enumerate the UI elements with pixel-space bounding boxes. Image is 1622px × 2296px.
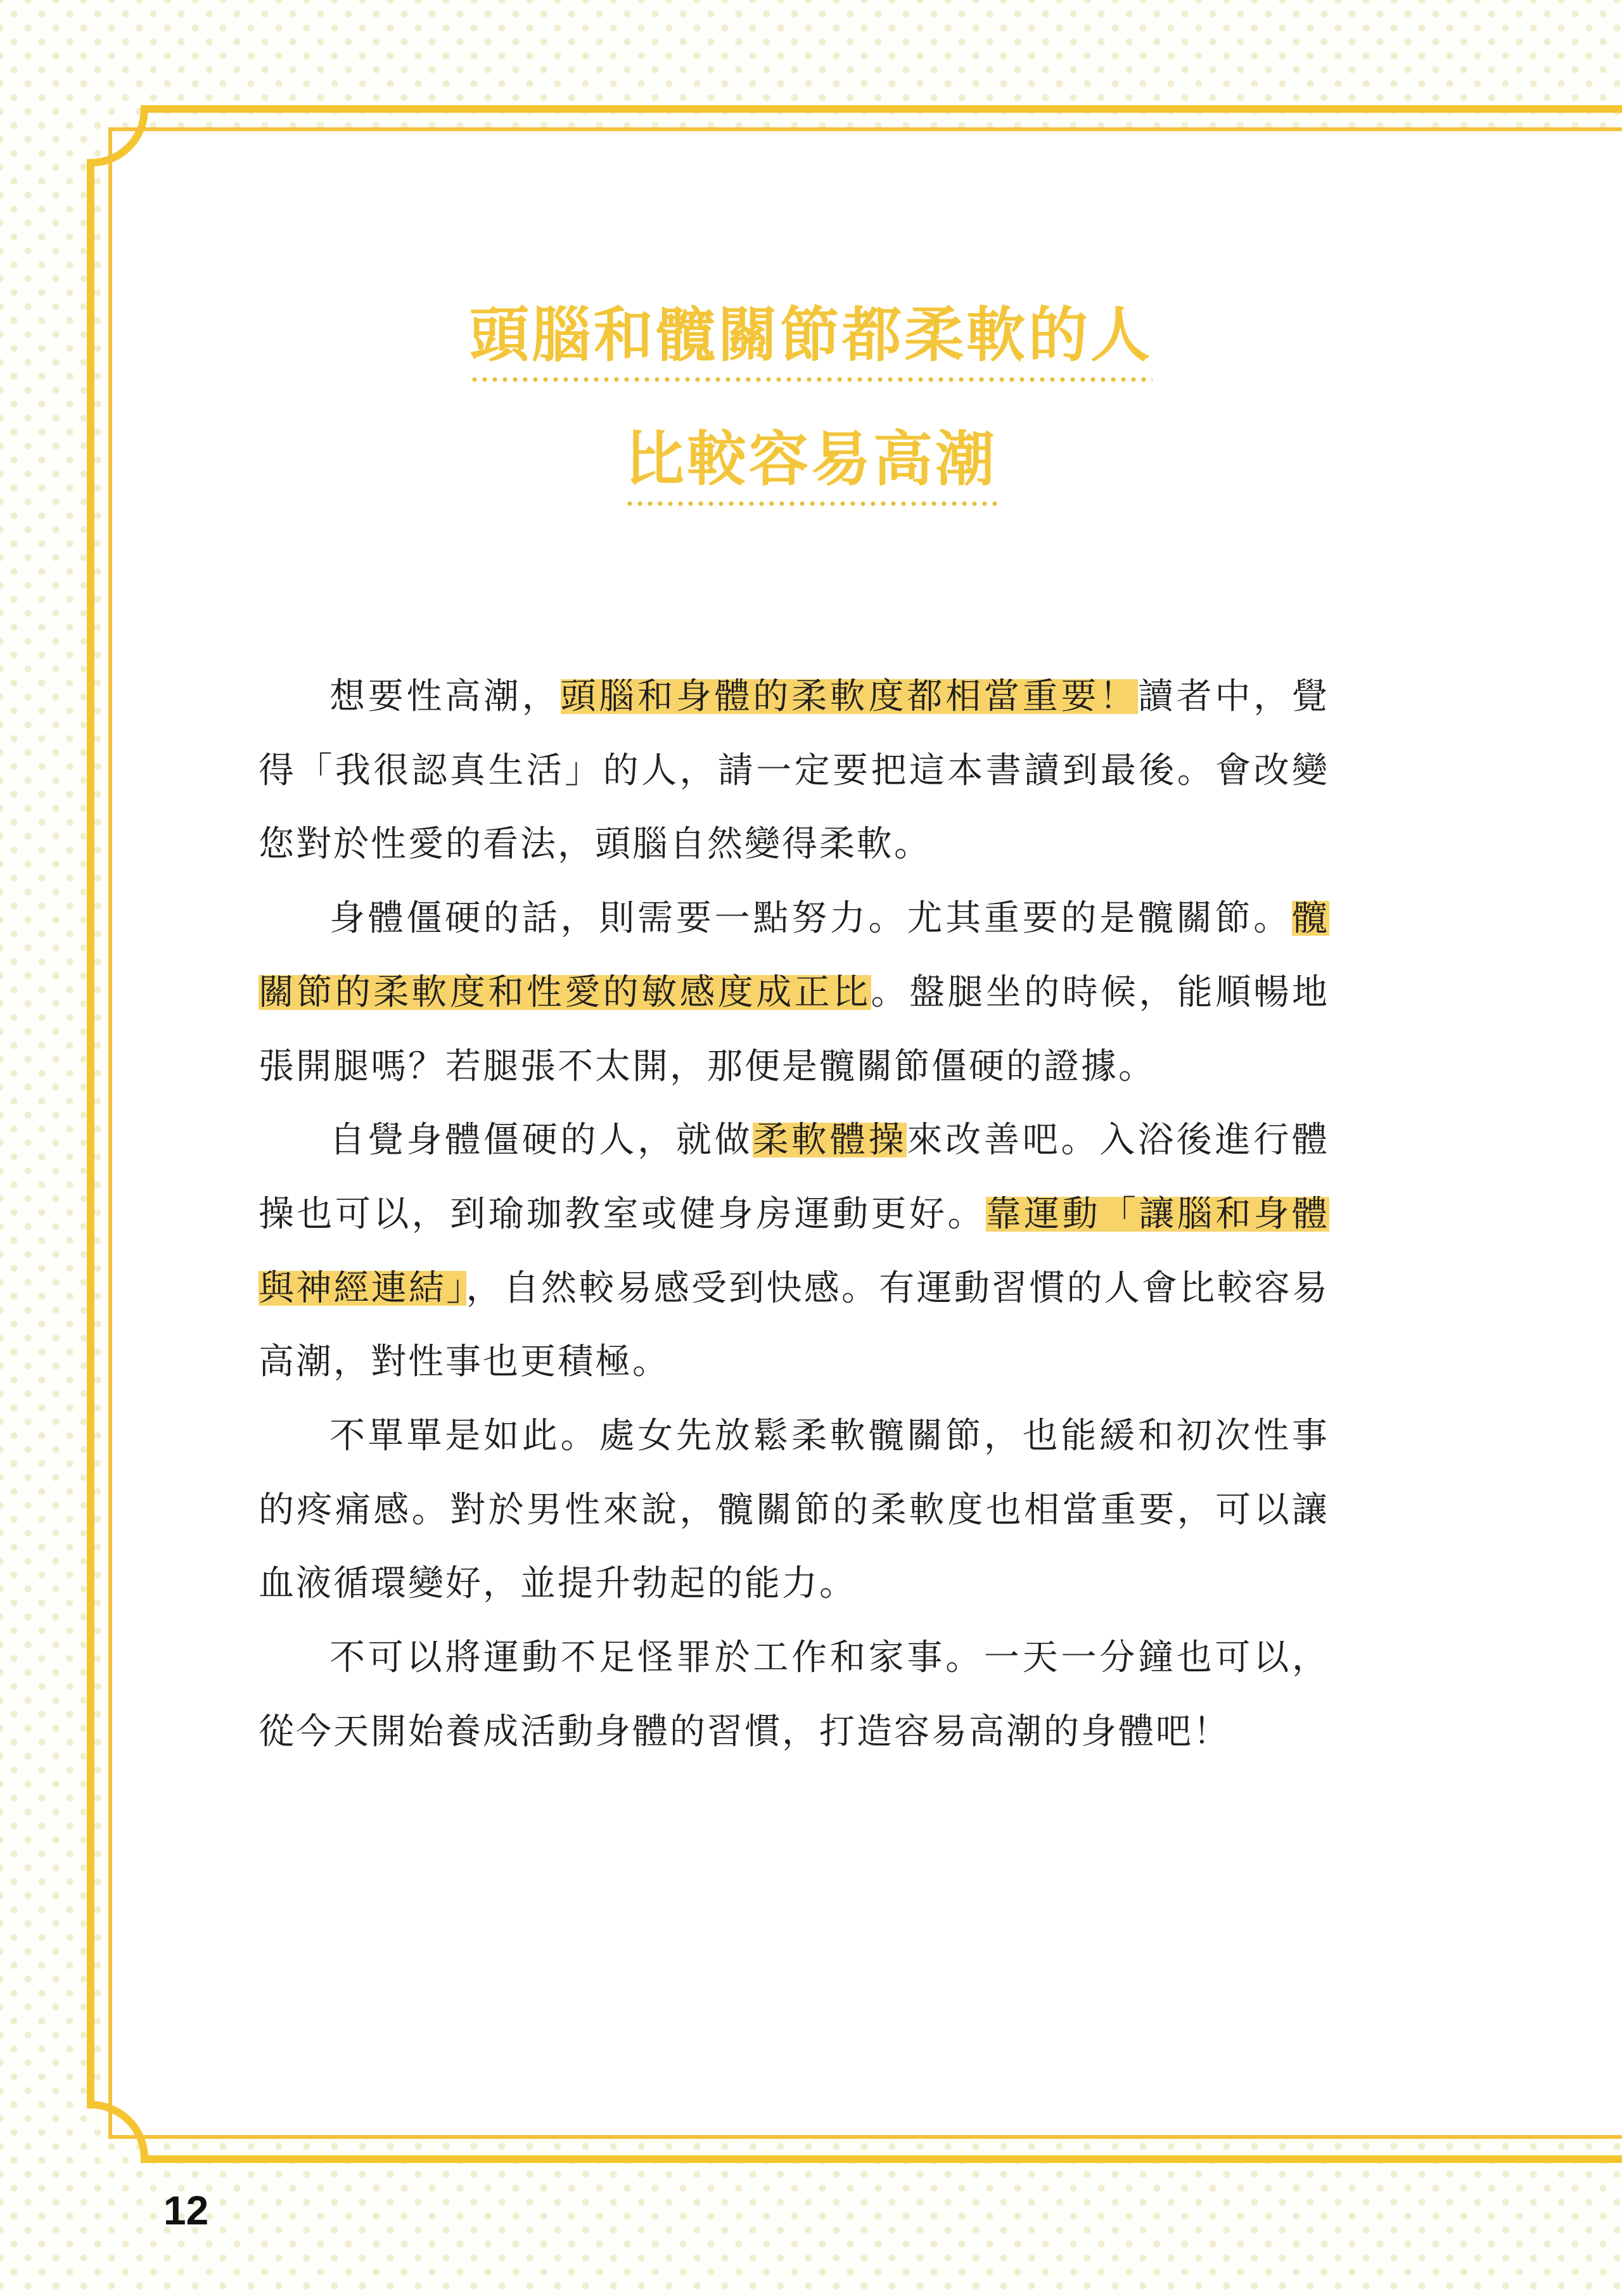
highlighted-text: 靠運動「讓腦和身體與神經連結」: [259, 1193, 1330, 1309]
text-run: 。盤腿坐的時候，能順暢地張開腿嗎？若腿張不太開，那便是髖關節僵硬的證據。: [259, 971, 1330, 1087]
highlighted-text: 柔軟體操: [753, 1119, 907, 1161]
paragraph-1: [259, 660, 1329, 882]
text-run: 讀者中，覺得「我很認真生活」的人，請一定要把這本書讀到最後。會改變您對於性愛的看法，頭腦自然變得柔軟。: [259, 676, 1330, 865]
chapter-title: [0, 298, 1622, 546]
text-run: 不可以將運動不足怪罪於工作和家事。一天一分鐘也可以，從今天開始養成活動身體的習慣，打造容易高潮的身體吧！: [259, 1637, 1329, 1752]
paragraph-2: [259, 882, 1329, 1104]
highlighted-text: 頭腦和身體的柔軟度都相當重要！: [560, 676, 1138, 717]
text-run: 想要性高潮，: [329, 676, 561, 717]
text-run: 不單單是如此。處女先放鬆柔軟髖關節，也能緩和初次性事的疼痛感。對於男性來說，髖關節的柔軟度也相當重要，可以讓血液循環變好，並提升勃起的能力。: [259, 1415, 1329, 1605]
paragraph-4: [259, 1400, 1329, 1621]
highlighted-text: 髖關節的柔軟度和性愛的敏感度成正比: [259, 898, 1329, 1013]
text-run: ，自然較易感受到快感。有運動習慣的人會比較容易高潮，對性事也更積極。: [259, 1267, 1329, 1383]
text-run: 自覺身體僵硬的人，就做: [329, 1119, 753, 1161]
title-line-1: 頭腦和髖關節都柔軟的人: [469, 298, 1153, 383]
page-number: 12: [163, 2188, 209, 2233]
body-text: [259, 660, 1329, 1770]
paragraph-5: [259, 1621, 1329, 1769]
text-run: 身體僵硬的話，則需要一點努力。尤其重要的是髖關節。: [329, 898, 1292, 940]
title-line-2: 比較容易高潮: [625, 422, 997, 507]
text-run: 來改善吧。入浴後進行體操也可以，到瑜珈教室或健身房運動更好。: [259, 1119, 1330, 1235]
paragraph-3: [259, 1104, 1329, 1400]
